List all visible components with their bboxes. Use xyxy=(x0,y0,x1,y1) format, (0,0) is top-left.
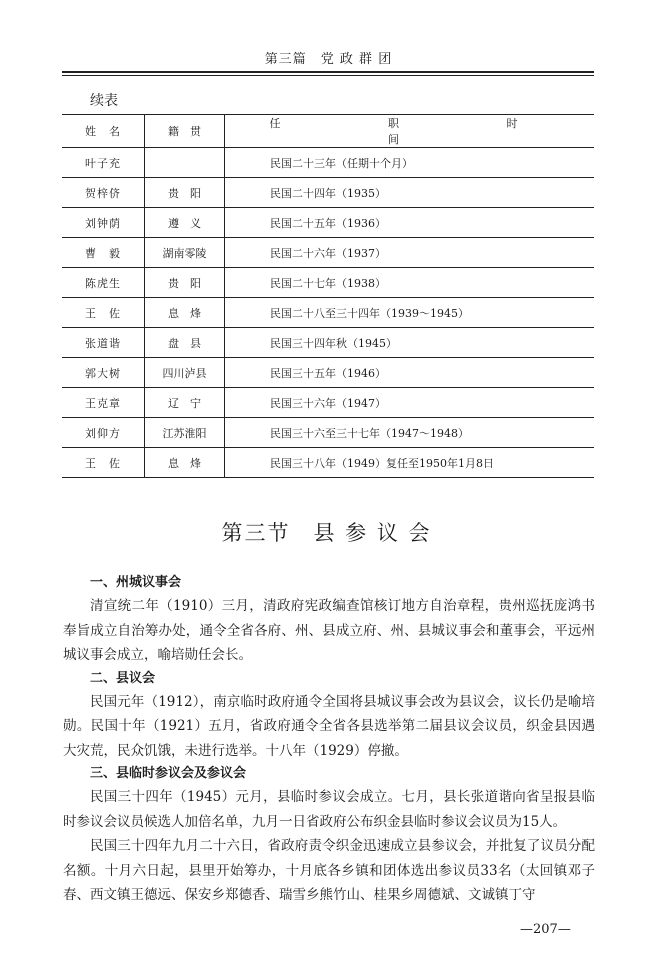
header-origin: 籍 贯 xyxy=(145,115,225,148)
cell-term: 民国二十六年（1937） xyxy=(225,238,595,268)
body-text xyxy=(63,572,595,908)
table-caption: 续表 xyxy=(90,93,118,109)
cell-name: 王 佐 xyxy=(62,448,145,478)
cell-term: 民国二十七年（1938） xyxy=(225,268,595,298)
subsection-heading: 二、县议会 xyxy=(90,670,156,686)
cell-origin: 湖南零陵 xyxy=(145,238,225,268)
cell-origin: 遵 义 xyxy=(145,208,225,238)
cell-name: 郭大树 xyxy=(62,358,145,388)
cell-name: 王 佐 xyxy=(62,298,145,328)
header-term: 任 职 时 间 xyxy=(225,115,595,148)
header-rule-thin xyxy=(62,75,594,76)
table-row xyxy=(62,388,594,418)
table-row xyxy=(62,328,594,358)
table-row xyxy=(62,178,594,208)
table-row xyxy=(62,208,594,238)
table-row xyxy=(62,358,594,388)
cell-name: 王克章 xyxy=(62,388,145,418)
table-row xyxy=(62,148,594,178)
cell-name: 曹 毅 xyxy=(62,238,145,268)
subsection-heading: 三、县临时参议会及参议会 xyxy=(90,766,247,781)
table-row xyxy=(62,418,594,448)
page-number: —207— xyxy=(520,922,571,937)
cell-origin: 四川泸县 xyxy=(145,358,225,388)
subsection-heading: 一、州城议事会 xyxy=(90,575,182,590)
cell-term: 民国三十八年（1949）复任至1950年1月8日 xyxy=(225,448,595,478)
table-header-row xyxy=(62,115,594,148)
cell-origin: 息 烽 xyxy=(145,298,225,328)
cell-term: 民国二十五年（1936） xyxy=(225,208,595,238)
cell-term: 民国三十四年秋（1945） xyxy=(225,328,595,358)
table-row xyxy=(62,268,594,298)
officials-table xyxy=(62,114,594,478)
cell-origin: 江苏淮阳 xyxy=(145,418,225,448)
paragraph: 民国三十四年九月二十六日，省政府责令织金迅速成立县参议会，并批复了议员分配名额。十月六日起，县里开始筹办，十月底各乡镇和团体选出参议员33名（太回镇邓子春、西文镇王德远、保安乡郑德香、瑞雪乡熊竹山、桂果乡周德斌、文诚镇丁守 xyxy=(63,838,595,903)
paragraph: 清宣统二年（1910）三月，清政府宪政编查馆核订地方自治章程，贵州巡抚庞鸿书奉旨成立自治筹办处，通令全省各府、州、县成立府、州、县城议事会和董事会，平远州城议事会成立，喻培勋任会长。 xyxy=(63,598,595,663)
header-rule-thick xyxy=(62,71,594,73)
cell-origin: 息 烽 xyxy=(145,448,225,478)
cell-term: 民国三十五年（1946） xyxy=(225,358,595,388)
cell-name: 张道谐 xyxy=(62,328,145,358)
table-row xyxy=(62,298,594,328)
cell-name: 刘仰方 xyxy=(62,418,145,448)
header-name: 姓 名 xyxy=(62,115,145,148)
cell-origin: 贵 阳 xyxy=(145,178,225,208)
table-row xyxy=(62,448,594,478)
cell-term: 民国二十四年（1935） xyxy=(225,178,595,208)
cell-origin: 贵 阳 xyxy=(145,268,225,298)
cell-name: 陈虎生 xyxy=(62,268,145,298)
cell-origin: 盘 县 xyxy=(145,328,225,358)
cell-term: 民国三十六至三十七年（1947～1948） xyxy=(225,418,595,448)
section-title: 第三节 县 参 议 会 xyxy=(221,521,432,545)
paragraph: 民国三十四年（1945）元月，县临时参议会成立。七月，县长张道谐向省呈报县临时参议会议员候选人加倍名单，九月一日省政府公布织金县临时参议会议员为15人。 xyxy=(63,789,595,830)
paragraph: 民国元年（1912），南京临时政府通令全国将县城议事会改为县议会，议长仍是喻培勋。民国十年（1921）五月，省政府通令全省各县选举第二届县议会议员，织金县因遇大灾荒，民众饥饿，未进行选举。十八年（1929）停撤。 xyxy=(63,693,595,759)
cell-name: 叶子充 xyxy=(62,148,145,178)
cell-name: 贺梓侪 xyxy=(62,178,145,208)
cell-origin xyxy=(145,148,225,178)
table-row xyxy=(62,238,594,268)
cell-term: 民国二十三年（任期十个月） xyxy=(225,148,595,178)
cell-origin: 辽 宁 xyxy=(145,388,225,418)
cell-term: 民国三十六年（1947） xyxy=(225,388,595,418)
cell-name: 刘钟荫 xyxy=(62,208,145,238)
running-header: 第三篇 党 政 群 团 xyxy=(264,52,393,67)
cell-term: 民国二十八至三十四年（1939～1945） xyxy=(225,298,595,328)
